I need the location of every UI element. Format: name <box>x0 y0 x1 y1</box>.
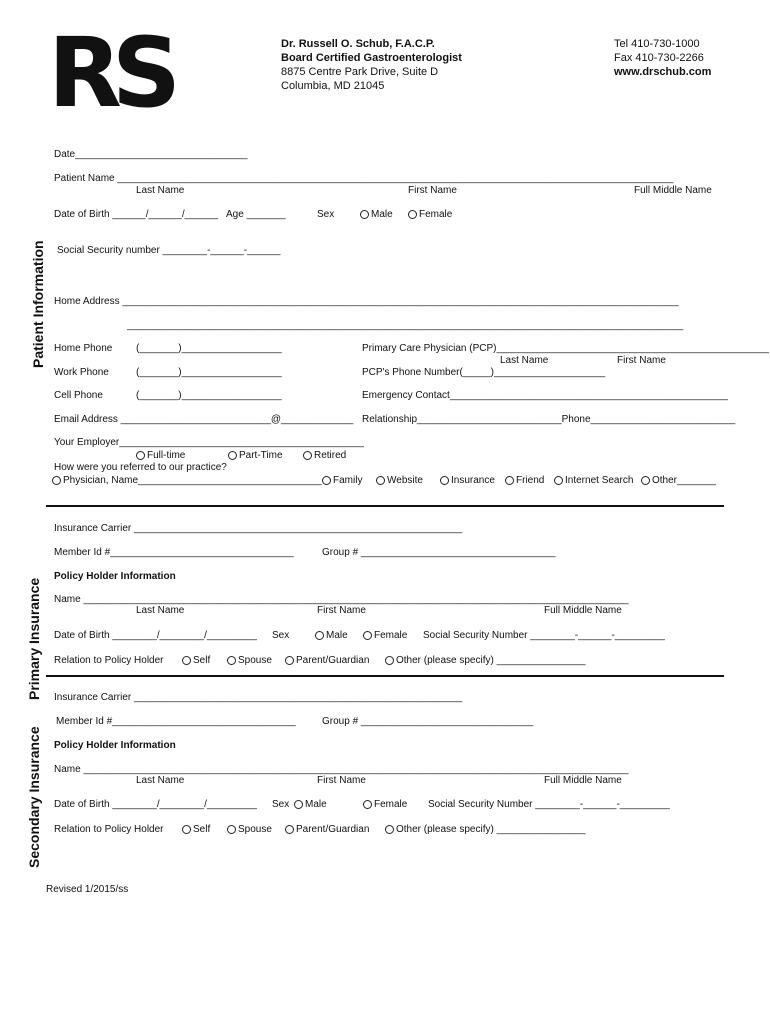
primary-spouse-option[interactable] <box>227 655 272 666</box>
option-label: Website <box>387 475 423 486</box>
option-label: Physician, Name_________________________________ <box>63 475 322 486</box>
secondary-ssn-field[interactable]: Social Security Number ________-______-_________ <box>428 799 670 810</box>
emergency-contact-field[interactable]: Emergency Contact__________________________________________________ <box>362 390 728 401</box>
option-label: Self <box>193 824 211 835</box>
radio-icon <box>285 825 294 834</box>
cell-phone-label: Cell Phone <box>54 390 103 401</box>
secondary-middle-name-caption: Full Middle Name <box>544 775 622 786</box>
address-line2: Columbia, MD 21045 <box>281 80 385 92</box>
referral-family-option[interactable] <box>322 475 362 486</box>
section-primary-insurance: Primary Insurance <box>26 577 42 700</box>
option-label: Parent/Guardian <box>296 655 370 666</box>
radio-icon <box>315 631 324 640</box>
primary-parent-option[interactable] <box>285 655 369 666</box>
primary-carrier-field[interactable]: Insurance Carrier ___________________________________________________________ <box>54 523 463 534</box>
radio-icon <box>360 210 369 219</box>
sex-female-option[interactable] <box>408 209 452 220</box>
option-label: Spouse <box>238 655 272 666</box>
pcp-phone-field[interactable]: PCP's Phone Number(_____)____________________ <box>362 367 606 378</box>
secondary-first-name-caption: First Name <box>317 775 366 786</box>
option-label: Other_______ <box>652 475 716 486</box>
retired-option[interactable] <box>303 450 346 461</box>
employer-field[interactable]: Your Employer____________________________________________ <box>54 437 364 448</box>
radio-icon <box>228 451 237 460</box>
fulltime-option[interactable] <box>136 450 185 461</box>
option-label: Other (please specify) ________________ <box>396 655 586 666</box>
home-phone-field[interactable]: (_______)__________________ <box>136 343 282 354</box>
primary-relation-label: Relation to Policy Holder <box>54 655 164 666</box>
option-label: Male <box>305 799 327 810</box>
primary-member-id-field[interactable]: Member Id #_________________________________ <box>54 547 294 558</box>
option-label: Self <box>193 655 211 666</box>
primary-dob-field[interactable]: Date of Birth ________/________/_________ <box>54 630 257 641</box>
patient-name-field[interactable]: Patient Name ____________________________________________________________________________________________________ <box>54 173 674 184</box>
home-address-field[interactable]: Home Address ____________________________________________________________________________________________________ <box>54 296 679 307</box>
radio-icon <box>554 476 563 485</box>
secondary-sex-label: Sex <box>272 799 290 810</box>
radio-icon <box>440 476 449 485</box>
secondary-spouse-option[interactable] <box>227 824 272 835</box>
option-label: Male <box>326 630 348 641</box>
secondary-female-option[interactable] <box>363 799 407 810</box>
referral-other-option[interactable] <box>641 475 716 486</box>
option-label: Part-Time <box>239 450 283 461</box>
primary-female-option[interactable] <box>363 630 407 641</box>
primary-other-option[interactable] <box>385 655 586 666</box>
referral-website-option[interactable] <box>376 475 423 486</box>
revision-note: Revised 1/2015/ss <box>46 884 129 895</box>
primary-holder-title: Policy Holder Information <box>54 571 176 582</box>
work-phone-field[interactable]: (_______)__________________ <box>136 367 282 378</box>
radio-icon <box>505 476 514 485</box>
option-label: Female <box>374 799 408 810</box>
secondary-holder-title: Policy Holder Information <box>54 740 176 751</box>
radio-icon <box>363 800 372 809</box>
relationship-field[interactable]: Relationship__________________________Phone__________________________ <box>362 414 736 425</box>
cell-phone-field[interactable]: (_______)__________________ <box>136 390 282 401</box>
radio-icon <box>303 451 312 460</box>
rs-logo <box>48 17 182 129</box>
primary-holder-name-field[interactable]: Name __________________________________________________________________________________________________ <box>54 594 629 605</box>
secondary-male-option[interactable] <box>294 799 327 810</box>
email-field[interactable]: Email Address ___________________________@_____________ <box>54 414 354 425</box>
work-phone-label: Work Phone <box>54 367 109 378</box>
referral-friend-option[interactable] <box>505 475 544 486</box>
option-label: Internet Search <box>565 475 634 486</box>
phone-number: Tel 410-730-1000 <box>614 38 700 50</box>
section-patient-information: Patient Information <box>30 240 46 368</box>
pcp-field[interactable]: Primary Care Physician (PCP)_________________________________________________ <box>362 343 769 354</box>
radio-icon <box>285 656 294 665</box>
secondary-parent-option[interactable] <box>285 824 369 835</box>
ssn-field[interactable]: Social Security number ________-______-______ <box>57 245 281 256</box>
radio-icon <box>376 476 385 485</box>
radio-icon <box>52 476 61 485</box>
last-name-caption: Last Name <box>136 185 185 196</box>
radio-icon <box>322 476 331 485</box>
secondary-self-option[interactable] <box>182 824 210 835</box>
radio-icon <box>227 656 236 665</box>
option-label: Full-time <box>147 450 186 461</box>
radio-icon <box>136 451 145 460</box>
website[interactable]: www.drschub.com <box>614 66 712 78</box>
radio-icon <box>227 825 236 834</box>
option-label: Friend <box>516 475 545 486</box>
secondary-other-option[interactable] <box>385 824 586 835</box>
fax-number: Fax 410-730-2266 <box>614 52 704 64</box>
radio-icon <box>385 656 394 665</box>
option-label: Other (please specify) ________________ <box>396 824 586 835</box>
age-field[interactable]: Age _______ <box>226 209 286 220</box>
section-divider <box>46 675 724 677</box>
sex-label: Sex <box>317 209 335 220</box>
option-label: Spouse <box>238 824 272 835</box>
radio-icon <box>294 800 303 809</box>
secondary-dob-field[interactable]: Date of Birth ________/________/_________ <box>54 799 257 810</box>
primary-middle-name-caption: Full Middle Name <box>544 605 622 616</box>
primary-group-field[interactable]: Group # ___________________________________ <box>322 547 556 558</box>
home-phone-label: Home Phone <box>54 343 113 354</box>
referral-question: How were you referred to our practice? <box>54 462 227 473</box>
pcp-first-name-caption: First Name <box>617 355 666 366</box>
secondary-member-id-field[interactable]: Member Id #_________________________________ <box>56 716 296 727</box>
radio-icon <box>641 476 650 485</box>
primary-first-name-caption: First Name <box>317 605 366 616</box>
referral-physician-option[interactable] <box>52 475 322 486</box>
secondary-last-name-caption: Last Name <box>136 775 185 786</box>
sex-male-option[interactable] <box>360 209 393 220</box>
radio-icon <box>182 656 191 665</box>
option-label: Female <box>374 630 408 641</box>
secondary-holder-name-field[interactable]: Name __________________________________________________________________________________________________ <box>54 764 629 775</box>
radio-icon <box>385 825 394 834</box>
referral-insurance-option[interactable] <box>440 475 495 486</box>
option-label: Female <box>419 209 453 220</box>
primary-male-option[interactable] <box>315 630 348 641</box>
radio-icon <box>363 631 372 640</box>
option-label: Parent/Guardian <box>296 824 370 835</box>
radio-icon <box>408 210 417 219</box>
radio-icon <box>182 825 191 834</box>
parttime-option[interactable] <box>228 450 283 461</box>
first-name-caption: First Name <box>408 185 457 196</box>
secondary-group-field[interactable]: Group # _______________________________ <box>322 716 534 727</box>
middle-name-caption: Full Middle Name <box>634 185 712 196</box>
pcp-last-name-caption: Last Name <box>500 355 549 366</box>
dob-field[interactable]: Date of Birth ______/______/______ <box>54 209 219 220</box>
option-label: Retired <box>314 450 347 461</box>
option-label: Insurance <box>451 475 495 486</box>
section-secondary-insurance: Secondary Insurance <box>26 726 42 868</box>
option-label: Male <box>371 209 393 220</box>
primary-self-option[interactable] <box>182 655 210 666</box>
address-line1: 8875 Centre Park Drive, Suite D <box>281 66 439 78</box>
logo-text: RS <box>48 17 172 129</box>
primary-ssn-field[interactable]: Social Security Number ________-______-_________ <box>423 630 665 641</box>
referral-internet-option[interactable] <box>554 475 633 486</box>
primary-last-name-caption: Last Name <box>136 605 185 616</box>
address-line2-field[interactable]: ____________________________________________________________________________________________________ <box>127 320 684 331</box>
doctor-name: Dr. Russell O. Schub, F.A.C.P. <box>281 38 435 50</box>
primary-sex-label: Sex <box>272 630 290 641</box>
date-field[interactable]: Date_______________________________ <box>54 149 248 160</box>
section-divider <box>46 505 724 507</box>
doctor-title: Board Certified Gastroenterologist <box>281 52 462 64</box>
option-label: Family <box>333 475 363 486</box>
secondary-carrier-field[interactable]: Insurance Carrier ___________________________________________________________ <box>54 692 463 703</box>
secondary-relation-label: Relation to Policy Holder <box>54 824 164 835</box>
